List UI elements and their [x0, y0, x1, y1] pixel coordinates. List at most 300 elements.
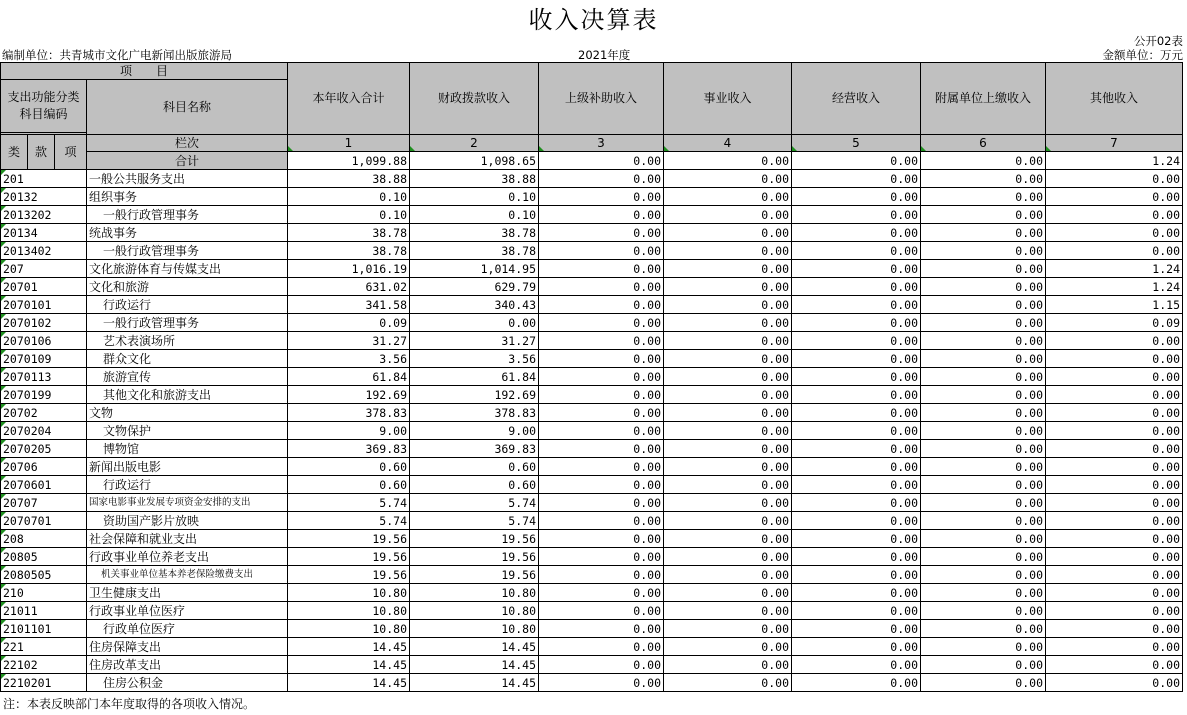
subject-name: 卫生健康支出	[87, 584, 288, 602]
compiling-unit: 编制单位：共青城市文化广电新闻出版旅游局	[2, 48, 232, 62]
amount-cell: 0.00	[792, 566, 921, 584]
amount-cell: 0.00	[792, 224, 921, 242]
col-number: 2	[410, 135, 539, 152]
col-header-affiliated: 附属单位上缴收入	[921, 63, 1046, 135]
amount-cell: 0.00	[792, 584, 921, 602]
amount-cell: 0.00	[921, 458, 1046, 476]
amount-cell: 31.27	[288, 332, 410, 350]
amount-cell: 0.00	[539, 584, 664, 602]
amount-cell: 0.00	[921, 260, 1046, 278]
name-header: 科目名称	[87, 80, 288, 135]
amount-cell: 0.10	[288, 188, 410, 206]
amount-cell: 0.00	[1046, 440, 1183, 458]
amount-cell: 14.45	[288, 638, 410, 656]
total-label: 合计	[87, 152, 288, 170]
col-number: 7	[1046, 135, 1183, 152]
table-row	[1, 602, 1183, 620]
table-row	[1, 440, 1183, 458]
subject-code: 221	[1, 638, 87, 656]
subject-name: 博物馆	[87, 440, 288, 458]
amount-cell: 14.45	[288, 674, 410, 692]
table-row	[1, 638, 1183, 656]
amount-cell: 0.00	[539, 512, 664, 530]
amount-cell: 0.00	[1046, 674, 1183, 692]
subject-name: 行政运行	[87, 476, 288, 494]
col-header-business: 事业收入	[664, 63, 792, 135]
subject-name: 组织事务	[87, 188, 288, 206]
amount-cell: 369.83	[288, 440, 410, 458]
amount-cell: 0.00	[921, 332, 1046, 350]
fiscal-year: 2021年度	[578, 48, 631, 62]
amount-cell: 5.74	[288, 494, 410, 512]
amount-cell: 0.00	[921, 170, 1046, 188]
amount-cell: 0.00	[921, 368, 1046, 386]
total-cell: 0.00	[539, 152, 664, 170]
table-row	[1, 530, 1183, 548]
amount-cell: 0.00	[539, 440, 664, 458]
amount-cell: 0.09	[1046, 314, 1183, 332]
amount-cell: 0.00	[921, 314, 1046, 332]
amount-cell: 369.83	[410, 440, 539, 458]
amount-cell: 0.00	[539, 170, 664, 188]
amount-cell: 0.00	[664, 458, 792, 476]
amount-cell: 0.10	[288, 206, 410, 224]
amount-cell: 0.00	[792, 458, 921, 476]
amount-cell: 19.56	[410, 566, 539, 584]
amount-cell: 0.00	[1046, 602, 1183, 620]
amount-cell: 0.60	[288, 476, 410, 494]
subject-name: 住房公积金	[87, 674, 288, 692]
amount-cell: 0.00	[921, 188, 1046, 206]
code-header: 支出功能分类科目编码	[1, 80, 87, 133]
amount-cell: 0.00	[792, 494, 921, 512]
amount-cell: 0.00	[664, 170, 792, 188]
table-row	[1, 260, 1183, 278]
table-row	[1, 476, 1183, 494]
amount-cell: 3.56	[410, 350, 539, 368]
amount-cell: 31.27	[410, 332, 539, 350]
col-number: 4	[664, 135, 792, 152]
amount-cell: 0.00	[664, 494, 792, 512]
amount-cell: 38.78	[288, 224, 410, 242]
amount-cell: 0.00	[539, 620, 664, 638]
col-number: 1	[288, 135, 410, 152]
amount-cell: 192.69	[288, 386, 410, 404]
total-cell: 0.00	[792, 152, 921, 170]
subject-code: 2070701	[1, 512, 87, 530]
subject-code: 20702	[1, 404, 87, 422]
subject-name: 艺术表演场所	[87, 332, 288, 350]
footnote: 注：本表反映部门本年度取得的各项收入情况。	[3, 697, 256, 711]
amount-cell: 0.00	[792, 638, 921, 656]
amount-cell: 378.83	[410, 404, 539, 422]
table-row	[1, 350, 1183, 368]
amount-cell: 0.00	[1046, 548, 1183, 566]
amount-cell: 0.00	[921, 674, 1046, 692]
amount-cell: 0.00	[1046, 656, 1183, 674]
amount-cell: 0.00	[664, 314, 792, 332]
amount-cell: 192.69	[410, 386, 539, 404]
table-row	[1, 422, 1183, 440]
amount-cell: 0.00	[792, 512, 921, 530]
amount-cell: 340.43	[410, 296, 539, 314]
amount-cell: 1,016.19	[288, 260, 410, 278]
amount-cell: 0.00	[921, 386, 1046, 404]
amount-cell: 61.84	[288, 368, 410, 386]
subject-name: 群众文化	[87, 350, 288, 368]
subject-code: 2070113	[1, 368, 87, 386]
subject-name: 行政事业单位养老支出	[87, 548, 288, 566]
amount-cell: 0.00	[539, 260, 664, 278]
amount-cell: 0.00	[792, 530, 921, 548]
subject-name: 一般公共服务支出	[87, 170, 288, 188]
amount-cell: 0.00	[664, 386, 792, 404]
total-cell: 0.00	[921, 152, 1046, 170]
subject-code: 207	[1, 260, 87, 278]
amount-cell: 0.00	[1046, 422, 1183, 440]
subject-name: 住房改革支出	[87, 656, 288, 674]
amount-cell: 0.00	[664, 620, 792, 638]
amount-cell: 0.00	[1046, 350, 1183, 368]
amount-cell: 0.00	[664, 422, 792, 440]
amount-cell: 0.00	[792, 440, 921, 458]
amount-cell: 38.88	[288, 170, 410, 188]
amount-cell: 0.00	[664, 512, 792, 530]
amount-cell: 10.80	[288, 620, 410, 638]
amount-cell: 0.00	[792, 476, 921, 494]
amount-cell: 5.74	[410, 512, 539, 530]
amount-cell: 0.00	[1046, 494, 1183, 512]
amount-cell: 0.00	[921, 296, 1046, 314]
amount-cell: 0.00	[792, 656, 921, 674]
amount-cell: 0.00	[792, 350, 921, 368]
amount-cell: 19.56	[288, 548, 410, 566]
amount-cell: 1.15	[1046, 296, 1183, 314]
amount-cell: 0.00	[1046, 530, 1183, 548]
amount-cell: 0.00	[792, 170, 921, 188]
amount-cell: 0.00	[792, 296, 921, 314]
table-row	[1, 494, 1183, 512]
amount-cell: 0.00	[539, 404, 664, 422]
amount-cell: 19.56	[410, 530, 539, 548]
amount-cell: 0.00	[664, 476, 792, 494]
table-row	[1, 386, 1183, 404]
subject-code: 20805	[1, 548, 87, 566]
amount-cell: 0.00	[1046, 386, 1183, 404]
amount-cell: 0.00	[539, 224, 664, 242]
income-table	[0, 62, 1183, 692]
subject-code: 2070106	[1, 332, 87, 350]
amount-cell: 0.00	[792, 548, 921, 566]
amount-cell: 0.00	[792, 422, 921, 440]
amount-cell: 0.00	[921, 512, 1046, 530]
amount-cell: 19.56	[288, 530, 410, 548]
amount-cell: 0.00	[664, 296, 792, 314]
amount-cell: 0.00	[664, 674, 792, 692]
subject-name: 行政运行	[87, 296, 288, 314]
amount-cell: 0.00	[664, 206, 792, 224]
table-row	[1, 206, 1183, 224]
amount-cell: 0.00	[664, 260, 792, 278]
amount-cell: 0.00	[1046, 638, 1183, 656]
subject-code: 20707	[1, 494, 87, 512]
amount-cell: 0.00	[539, 656, 664, 674]
amount-cell: 0.00	[539, 566, 664, 584]
subject-code: 21011	[1, 602, 87, 620]
amount-cell: 0.00	[664, 440, 792, 458]
amount-cell: 0.00	[921, 638, 1046, 656]
table-row	[1, 512, 1183, 530]
amount-cell: 0.60	[410, 476, 539, 494]
amount-cell: 0.00	[792, 368, 921, 386]
amount-cell: 0.00	[539, 530, 664, 548]
amount-cell: 38.88	[410, 170, 539, 188]
amount-cell: 0.00	[792, 674, 921, 692]
subject-name: 国家电影事业发展专项资金安排的支出	[87, 494, 288, 512]
table-row	[1, 584, 1183, 602]
xiang-header: 项	[55, 135, 87, 170]
amount-cell: 0.00	[921, 620, 1046, 638]
amount-cell: 14.45	[410, 638, 539, 656]
subject-code: 2070199	[1, 386, 87, 404]
subject-name: 文化和旅游	[87, 278, 288, 296]
table-row	[1, 620, 1183, 638]
amount-cell: 0.00	[539, 476, 664, 494]
amount-cell: 0.00	[539, 332, 664, 350]
subject-code: 201	[1, 170, 87, 188]
table-row	[1, 242, 1183, 260]
amount-cell: 629.79	[410, 278, 539, 296]
amount-cell: 0.00	[539, 206, 664, 224]
amount-cell: 0.00	[921, 566, 1046, 584]
amount-cell: 10.80	[410, 620, 539, 638]
subject-code: 2070601	[1, 476, 87, 494]
table-row	[1, 296, 1183, 314]
col-header-total: 本年收入合计	[288, 63, 410, 135]
subject-name: 文化旅游体育与传媒支出	[87, 260, 288, 278]
amount-cell: 0.00	[539, 674, 664, 692]
amount-cell: 0.00	[539, 350, 664, 368]
subject-name: 一般行政管理事务	[87, 206, 288, 224]
amount-cell: 0.00	[921, 530, 1046, 548]
subject-name: 统战事务	[87, 224, 288, 242]
amount-cell: 0.09	[288, 314, 410, 332]
amount-cell: 0.00	[792, 260, 921, 278]
amount-unit: 金额单位：万元	[1102, 48, 1183, 62]
col-header-superior: 上级补助收入	[539, 63, 664, 135]
amount-cell: 0.00	[664, 404, 792, 422]
table-row	[1, 566, 1183, 584]
subject-code: 20706	[1, 458, 87, 476]
amount-cell: 0.00	[539, 296, 664, 314]
amount-cell: 0.00	[792, 620, 921, 638]
amount-cell: 0.00	[792, 386, 921, 404]
table-row	[1, 548, 1183, 566]
amount-cell: 0.00	[1046, 206, 1183, 224]
amount-cell: 0.00	[539, 494, 664, 512]
amount-cell: 0.00	[921, 656, 1046, 674]
amount-cell: 0.00	[410, 314, 539, 332]
amount-cell: 0.00	[921, 548, 1046, 566]
table-row	[1, 368, 1183, 386]
amount-cell: 0.00	[921, 494, 1046, 512]
subject-code: 20132	[1, 188, 87, 206]
col-number: 3	[539, 135, 664, 152]
amount-cell: 14.45	[410, 656, 539, 674]
subject-code: 2070204	[1, 422, 87, 440]
amount-cell: 61.84	[410, 368, 539, 386]
amount-cell: 0.00	[921, 584, 1046, 602]
amount-cell: 0.00	[539, 368, 664, 386]
col-header-other: 其他收入	[1046, 63, 1183, 135]
subject-code: 2210201	[1, 674, 87, 692]
amount-cell: 10.80	[410, 602, 539, 620]
col-number: 5	[792, 135, 921, 152]
amount-cell: 0.00	[792, 188, 921, 206]
amount-cell: 0.00	[539, 278, 664, 296]
amount-cell: 0.00	[664, 224, 792, 242]
table-row	[1, 674, 1183, 692]
amount-cell: 0.00	[921, 350, 1046, 368]
amount-cell: 0.00	[664, 566, 792, 584]
amount-cell: 0.00	[1046, 224, 1183, 242]
amount-cell: 0.00	[792, 206, 921, 224]
form-number: 公开02表	[1133, 34, 1183, 48]
col-header-operating: 经营收入	[792, 63, 921, 135]
amount-cell: 0.00	[921, 224, 1046, 242]
amount-cell: 1,014.95	[410, 260, 539, 278]
amount-cell: 0.00	[1046, 170, 1183, 188]
table-row	[1, 314, 1183, 332]
amount-cell: 0.00	[539, 548, 664, 566]
amount-cell: 0.00	[921, 476, 1046, 494]
amount-cell: 1.24	[1046, 278, 1183, 296]
amount-cell: 378.83	[288, 404, 410, 422]
amount-cell: 0.00	[921, 440, 1046, 458]
subject-name: 其他文化和旅游支出	[87, 386, 288, 404]
amount-cell: 0.00	[539, 638, 664, 656]
amount-cell: 0.00	[921, 422, 1046, 440]
amount-cell: 0.00	[664, 368, 792, 386]
amount-cell: 19.56	[288, 566, 410, 584]
subject-name: 住房保障支出	[87, 638, 288, 656]
amount-cell: 10.80	[288, 584, 410, 602]
subject-code: 2013202	[1, 206, 87, 224]
amount-cell: 0.00	[1046, 458, 1183, 476]
amount-cell: 341.58	[288, 296, 410, 314]
amount-cell: 0.00	[921, 242, 1046, 260]
amount-cell: 0.00	[1046, 404, 1183, 422]
amount-cell: 0.00	[664, 530, 792, 548]
amount-cell: 0.00	[664, 584, 792, 602]
amount-cell: 0.00	[1046, 242, 1183, 260]
amount-cell: 0.00	[921, 206, 1046, 224]
amount-cell: 0.00	[664, 602, 792, 620]
amount-cell: 0.00	[539, 188, 664, 206]
amount-cell: 631.02	[288, 278, 410, 296]
page-title: 收入决算表	[528, 6, 659, 34]
subject-name: 一般行政管理事务	[87, 242, 288, 260]
amount-cell: 0.00	[792, 404, 921, 422]
total-cell: 0.00	[664, 152, 792, 170]
amount-cell: 0.00	[664, 656, 792, 674]
amount-cell: 0.00	[1046, 584, 1183, 602]
amount-cell: 0.00	[921, 602, 1046, 620]
amount-cell: 10.80	[288, 602, 410, 620]
subject-name: 资助国产影片放映	[87, 512, 288, 530]
subject-name: 行政单位医疗	[87, 620, 288, 638]
subject-code: 20701	[1, 278, 87, 296]
amount-cell: 0.00	[792, 278, 921, 296]
amount-cell: 0.00	[664, 188, 792, 206]
subject-code: 2080505	[1, 566, 87, 584]
amount-cell: 0.60	[288, 458, 410, 476]
amount-cell: 0.00	[1046, 188, 1183, 206]
subject-code: 2101101	[1, 620, 87, 638]
subject-name: 一般行政管理事务	[87, 314, 288, 332]
amount-cell: 0.00	[792, 242, 921, 260]
amount-cell: 0.00	[921, 278, 1046, 296]
table-row	[1, 656, 1183, 674]
total-cell: 1,098.65	[410, 152, 539, 170]
table-row	[1, 278, 1183, 296]
amount-cell: 19.56	[410, 548, 539, 566]
amount-cell: 38.78	[288, 242, 410, 260]
amount-cell: 1.24	[1046, 260, 1183, 278]
amount-cell: 0.00	[1046, 566, 1183, 584]
table-row	[1, 332, 1183, 350]
subject-name: 旅游宣传	[87, 368, 288, 386]
amount-cell: 0.60	[410, 458, 539, 476]
amount-cell: 0.00	[921, 404, 1046, 422]
amount-cell: 5.74	[288, 512, 410, 530]
amount-cell: 14.45	[288, 656, 410, 674]
amount-cell: 0.00	[1046, 476, 1183, 494]
amount-cell: 0.00	[539, 422, 664, 440]
subject-code: 2070109	[1, 350, 87, 368]
subject-name: 文物	[87, 404, 288, 422]
amount-cell: 0.10	[410, 206, 539, 224]
amount-cell: 9.00	[288, 422, 410, 440]
subject-code: 2070102	[1, 314, 87, 332]
amount-cell: 0.00	[1046, 332, 1183, 350]
subject-name: 新闻出版电影	[87, 458, 288, 476]
amount-cell: 0.00	[664, 350, 792, 368]
amount-cell: 0.00	[664, 278, 792, 296]
amount-cell: 5.74	[410, 494, 539, 512]
subject-code: 208	[1, 530, 87, 548]
subject-code: 2070101	[1, 296, 87, 314]
amount-cell: 0.00	[664, 242, 792, 260]
subject-code: 22102	[1, 656, 87, 674]
amount-cell: 38.78	[410, 224, 539, 242]
subject-code: 2013402	[1, 242, 87, 260]
total-cell: 1.24	[1046, 152, 1183, 170]
amount-cell: 0.00	[664, 332, 792, 350]
amount-cell: 14.45	[410, 674, 539, 692]
col-number: 6	[921, 135, 1046, 152]
item-header: 项 目	[1, 63, 288, 80]
amount-cell: 3.56	[288, 350, 410, 368]
amount-cell: 0.00	[792, 314, 921, 332]
amount-cell: 0.00	[539, 458, 664, 476]
amount-cell: 0.10	[410, 188, 539, 206]
table-row	[1, 458, 1183, 476]
amount-cell: 0.00	[539, 386, 664, 404]
total-cell: 1,099.88	[288, 152, 410, 170]
subject-name: 文物保护	[87, 422, 288, 440]
amount-cell: 38.78	[410, 242, 539, 260]
